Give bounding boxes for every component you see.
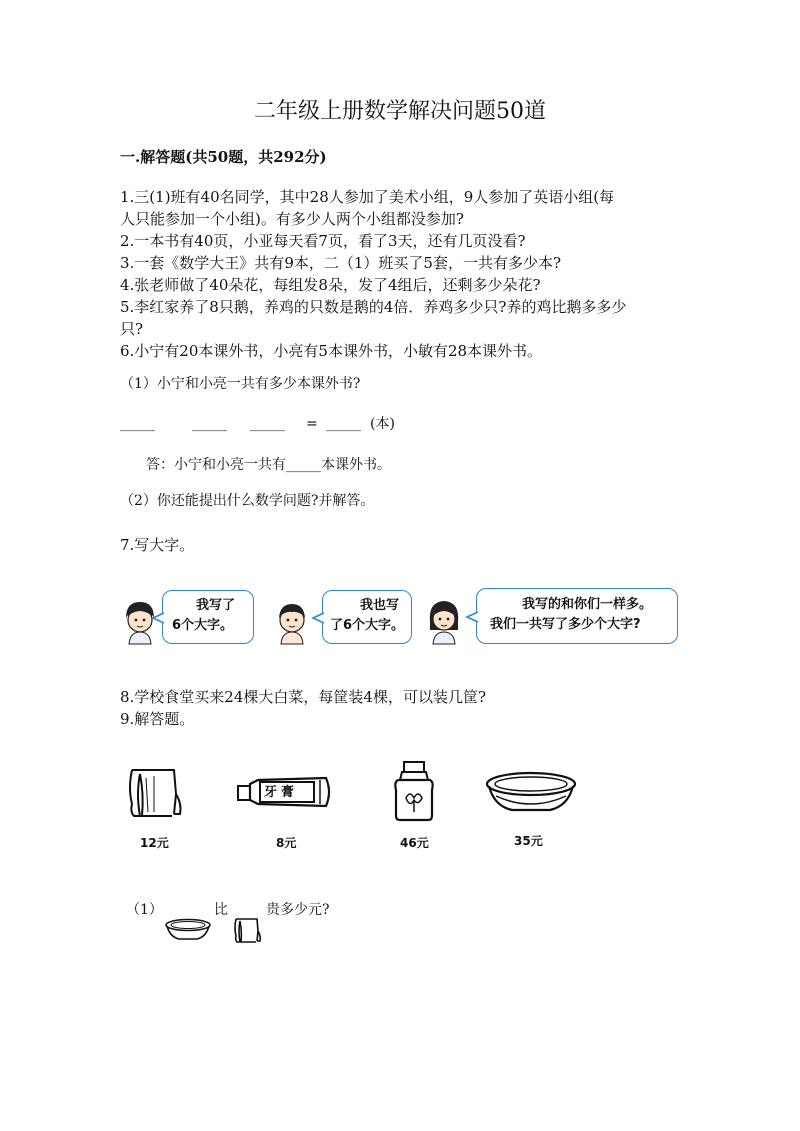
bubble-1-tail [152, 612, 166, 624]
question-4: 4.张老师做了40朵花，每组发8朵，发了4组后，还剩多少朵花? [120, 276, 541, 294]
bubble-2-line-2: 了6个大字。 [330, 618, 405, 633]
question-9-sub-1-suffix: 贵多少元? [266, 902, 330, 918]
question-8: 8.学校食堂买来24棵大白菜，每筐装4棵，可以装几筐? [120, 688, 486, 706]
bubble-2-line-1: 我也写 [360, 598, 400, 613]
blank-1: _____ [120, 416, 155, 432]
question-9-sub-1-compare: 比 [214, 902, 228, 918]
bottle-price: 46元 [400, 836, 429, 850]
basin-price: 35元 [514, 834, 543, 848]
blank-4: _____ [326, 416, 361, 432]
question-7: 7.写大字。 [120, 536, 195, 554]
bubble-3-line-2: 我们一共写了多少个大字? [490, 617, 641, 632]
question-1-line-2: 人只能参加一个小组)。有多少人两个小组都没参加? [120, 210, 464, 228]
child-3-icon [424, 596, 464, 644]
question-1-line-1: 1.三(1)班有40名同学，其中28人参加了美术小组，9人参加了英语小组(每 [120, 188, 615, 206]
bubble-3-line-1: 我写的和你们一样多。 [522, 597, 653, 612]
towel-small-icon [232, 916, 264, 944]
towel-price: 12元 [140, 836, 169, 850]
bubble-1-line-2: 6个大字。 [172, 618, 234, 633]
blank-2: _____ [192, 416, 227, 432]
question-6-sub-1: （1）小宁和小亮一共有多少本课外书? [120, 376, 361, 392]
page-title: 二年级上册数学解决问题50道 [254, 99, 546, 124]
question-9: 9.解答题。 [120, 710, 195, 728]
section-heading: 一.解答题(共50题，共292分) [120, 148, 327, 166]
thermos-bottle-icon [388, 760, 440, 822]
question-3: 3.一套《数学大王》共有9本，二（1）班买了5套，一共有多少本? [120, 254, 561, 272]
question-6: 6.小宁有20本课外书，小亮有5本课外书，小敏有28本课外书。 [120, 342, 543, 360]
question-5-line-1: 5.李红家养了8只鹅，养鸡的只数是鹅的4倍．养鸡多少只?养的鸡比鹅多多少 [120, 298, 627, 316]
bubble-3-tail [466, 611, 480, 623]
question-6-answer: 答：小宁和小亮一共有_____本课外书。 [146, 457, 391, 473]
question-9-sub-1-prefix: （1） [126, 902, 163, 918]
toothpaste-price: 8元 [276, 836, 297, 850]
child-2-icon [272, 598, 312, 644]
question-2: 2.一本书有40页，小亚每天看7页，看了3天，还有几页没看? [120, 232, 526, 250]
unit-label: (本) [370, 416, 395, 432]
basin-small-icon [164, 918, 212, 942]
blank-3: _____ [250, 416, 285, 432]
basin-icon [484, 770, 578, 816]
towel-icon [124, 764, 188, 820]
bubble-2-tail [312, 612, 326, 624]
bubble-1-line-1: 我写了 [196, 598, 236, 613]
question-6-sub-2: （2）你还能提出什么数学问题?并解答。 [120, 493, 375, 509]
question-5-line-2: 只? [120, 320, 144, 338]
equals-sign: = [306, 416, 318, 432]
toothpaste-label: 牙膏 [264, 785, 299, 800]
